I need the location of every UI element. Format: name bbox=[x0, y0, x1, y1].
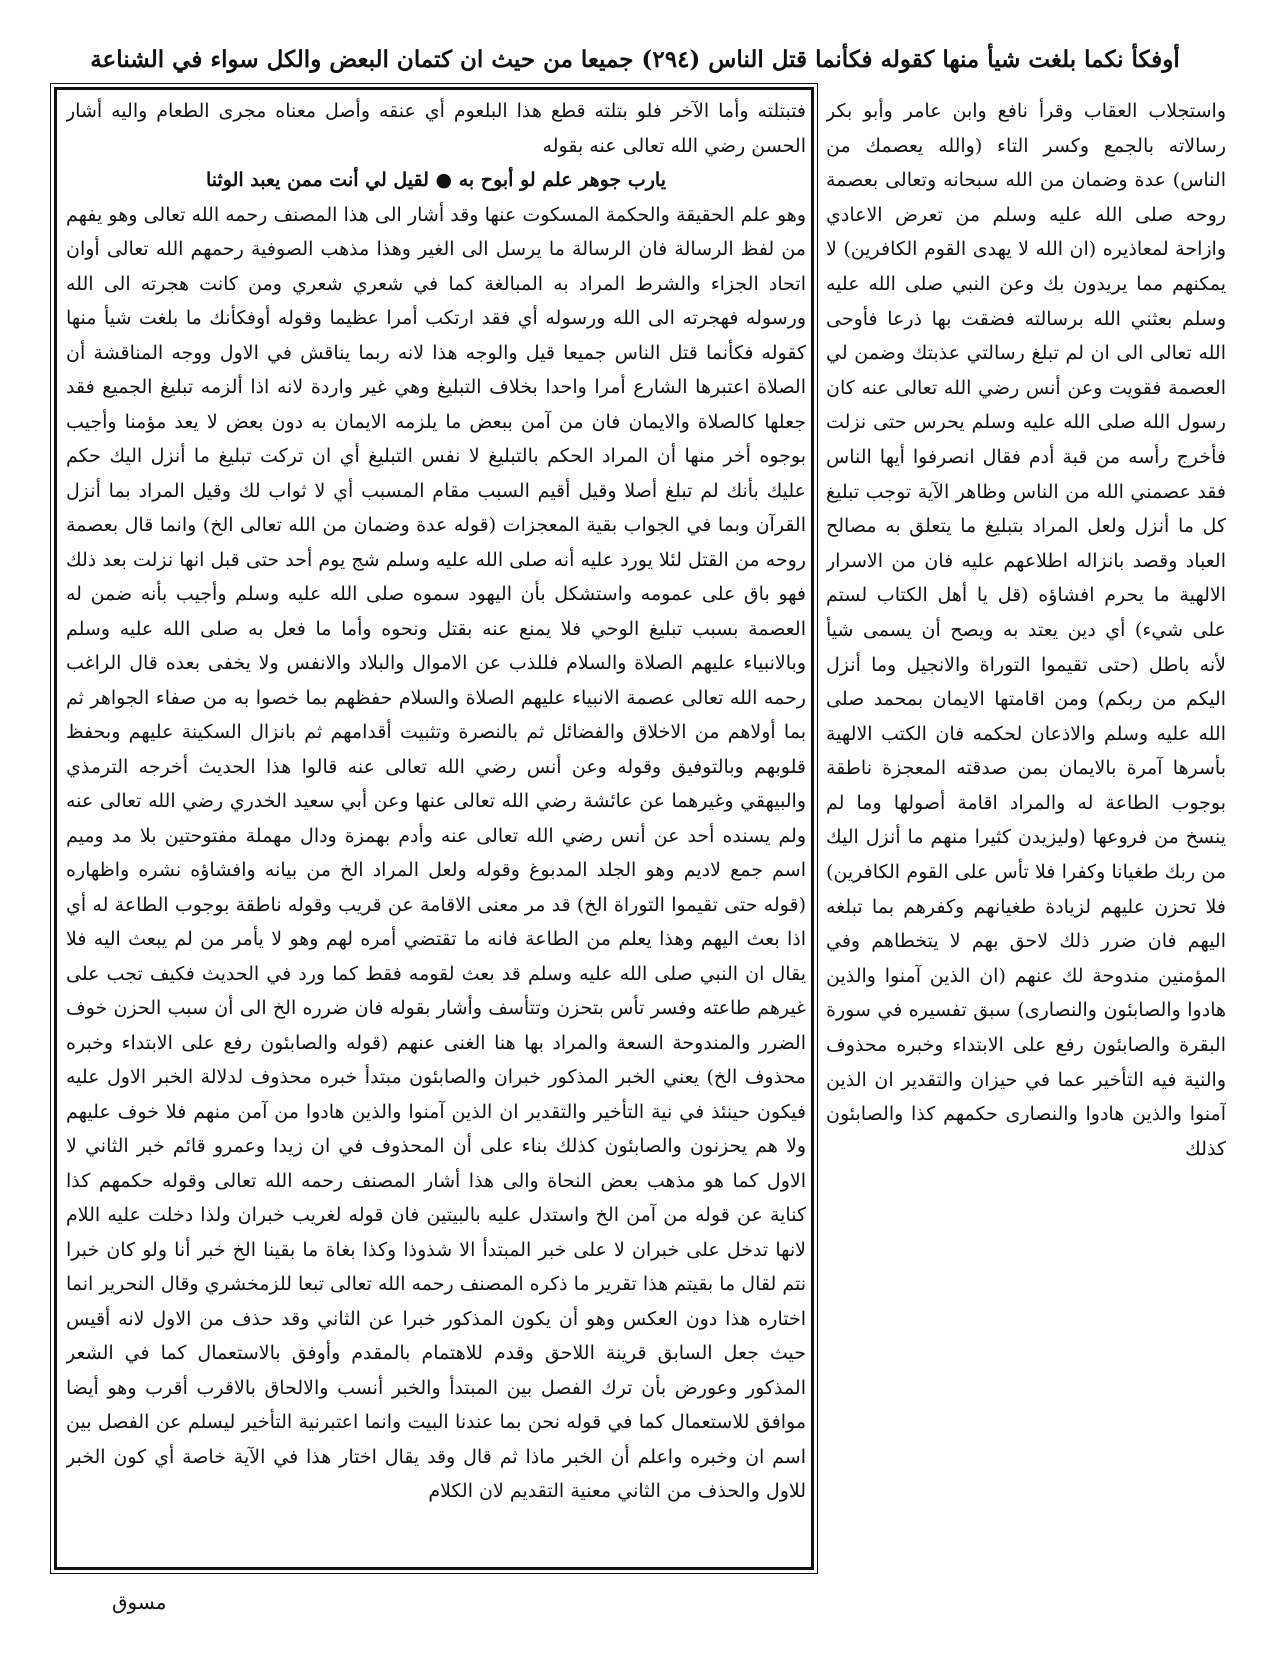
margin-paragraph: واستجلاب العقاب وقرأ نافع وابن عامر وأبو بكر رسالاته بالجمع وكسر التاء (والله يعصمك من الناس) عدة وضمان من الله سبحانه وتعالى بعصمة روحه صلى الله عليه وسلم من تعرض الاعادي وازاحة لمعاذيره (ان الله لا يهدى القوم الكافرين) لا يمكنهم مما يريدون بك وعن النبي صلى الله عليه وسلم بعثني الله برسالته فضقت بها ذرعا فأوحى الله تعالى الى ان لم تبلغ رسالتي عذبتك وضمن لي العصمة فقويت وعن أنس رضي الله تعالى عنه كان رسول الله صلى الله عليه وسلم يحرس حتى نزلت فأخرج رأسه من قبة أدم فقال انصرفوا أيها الناس فقد عصمني الله من الناس وظاهر الآية توجب تبليغ كل ما أنزل ولعل المراد بتبليغ ما يتعلق به مصالح العباد وقصد بانزاله اطلاعهم عليه فان من الاسرار الالهية ما يحرم افشاؤه (قل يا أهل الكتاب لستم على شيء) أي دين يعتد به ويصح أن يسمى شيأ لأنه باطل (حتى تقيموا التوراة والانجيل وما أنزل اليكم من ربكم) ومن اقامتها الايمان بمحمد صلى الله عليه وسلم والاذعان لحكمه فان الكتب الالهية بأسرها آمرة بالايمان بمن صدقته المعجزة ناطقة بوجوب الطاعة له والمراد اقامة أصولها وما لم ينسخ من فروعها (وليزيدن كثيرا منهم ما أنزل اليك من ربك طغيانا وكفرا فلا تأس على القوم الكافرين) فلا تحزن عليهم لزيادة طغيانهم وكفرهم بما تبلغه اليهم فان ضرر ذلك لاحق بهم لا يتخطاهم وفي المؤمنين مندوحة لك عنهم (ان الذين آمنوا والذين هادوا والصابئون والنصارى) سبق تفسيره في سورة البقرة والصابئون رفع على الابتداء وخبره محذوف والنية فيه التأخير عما في حيزان والتقدير ان الذين آمنوا والذين هادوا والنصارى حكمهم كذا والصابئون كذلك bbox=[826, 100, 1226, 1160]
page-header: أوفكأ نكما بلغت شيأ منها كقوله فكأنما قتل الناس (٢٩٤) جميعا من حيث ان كتمان البعض والكل سواء في الشناعة bbox=[90, 46, 1180, 73]
poem-verse: يارب جوهر علم لو أبوح به ● لقيل لي أنت ممن يعبد الوثنا bbox=[205, 169, 666, 191]
margin-text-block bbox=[826, 94, 1226, 1564]
commentary-block bbox=[66, 94, 806, 1564]
catchword: مسوق bbox=[112, 1590, 167, 1614]
commentary-paragraph-1: فتبتلته وأما الآخر فلو بتلته قطع هذا البلعوم أي عنقه وأصل معناه مجرى الطعام واليه أشار الحسن رضي الله تعالى عنه بقوله bbox=[66, 100, 806, 157]
commentary-paragraph-2: وهو علم الحقيقة والحكمة المسكوت عنها وقد أشار الى هذا المصنف رحمه الله تعالى وهو يفهم من لفظ الرسالة فان الرسالة ما يرسل الى الغير وهذا مذهب الصوفية رحمهم الله تعالى أوان اتحاد الجزاء والشرط المراد به المبالغة كما في شعري شعري ومن كانت هجرته الى الله ورسوله فهجرته الى الله ورسوله أي فقد ارتكب أمرا عظيما وقوله أوفكأنك ما بلغت شيأ منها كقوله فكأنما قتل الناس جميعا قيل والوجه هذا لانه ربما يناقش في الاول ووجه المناقشة أن الصلاة اعتبرها الشارع أمرا واحدا بخلاف التبليغ وهي غير واردة لانه اذا ألزمه تبليغ الجميع فقد جعلها كالصلاة والايمان فان من آمن ببعض ما يلزمه الايمان به دون بعض لا يعد مؤمنا وأجيب بوجوه أخر منها أن المراد الحكم بالتبليغ لا نفس التبليغ أي ان تركت تبليغ ما أنزل اليك حكم عليك بأنك لم تبلغ أصلا وقيل أقيم السبب مقام المسبب أي لا ثواب لك وقيل المراد بما أنزل القرآن وبما في الجواب بقية المعجزات (قوله عدة وضمان من الله تعالى الخ) وانما قال بعصمة روحه من القتل لئلا يورد عليه أنه صلى الله عليه وسلم شج يوم أحد حتى قبل انها نزلت بعد ذلك فهو باق على عمومه واستشكل بأن اليهود سموه صلى الله عليه وسلم وأجيب بأنه ضمن له العصمة بسبب تبليغ الوحي فلا يمنع عنه بقتل ونحوه وأما ما فعل به صلى الله عليه وسلم وبالانبياء عليهم الصلاة والسلام فللذب عن الاموال والبلاد والانفس ولا يخفى بعده قال الراغب رحمه الله تعالى عصمة الانبياء عليهم الصلاة والسلام حفظهم بما خصوا به من صفاء الجواهر ثم بما أولاهم من الاخلاق والفضائل ثم بالنصرة وتثبيت أقدامهم ثم بانزال السكينة عليهم وبحفظ قلوبهم وبالتوفيق وقوله وعن أنس رضي الله تعالى عنه قالوا هذا الحديث أخرجه الترمذي والبيهقي وغيرهما عن عائشة رضي الله تعالى عنها وعن أبي سعيد الخدري رضي الله تعالى عنه ولم يسنده أحد عن أنس رضي الله تعالى عنه وأدم بهمزة ودال مهملة مفتوحتين بلا مد وميم اسم جمع لاديم وهو الجلد المدبوغ وقوله ولعل المراد الخ من بيانه وافشاؤه نشره واظهاره (قوله حتى تقيموا التوراة الخ) قد مر معنى الاقامة عن قريب وقوله ناطقة بوجوب الطاعة له أي اذا بعث اليهم وهذا يعلم من الطاعة فانه ما تقتضي أمره لهم وهو لا يأمر من لم يبعث اليه فلا يقال ان النبي صلى الله عليه وسلم قد بعث لقومه فقط كما ورد في الحديث فكيف تجب على غيرهم طاعته وفسر تأس بتحزن وتتأسف وأشار بقوله فان ضرره الخ الى أن سبب الحزن خوف الضرر والمندوحة السعة والمراد بها هنا الغنى عنهم (قوله والصابئون رفع على الابتداء وخبره محذوف الخ) يعني الخبر المذكور خبران والصابئون مبتدأ خبره محذوف لدلالة الخبر الاول عليه فيكون حينئذ في نية التأخير والتقدير ان الذين آمنوا والذين هادوا من آمن منهم فلا خوف عليهم ولا هم يحزنون والصابئون كذلك بناء على أن المحذوف في ان زيدا وعمرو قائم خبر الثاني لا الاول كما هو مذهب بعض النحاة والى هذا أشار المصنف رحمه الله تعالى وقوله حكمهم كذا كناية عن قوله من آمن الخ واستدل عليه بالبيتين فان قوله لغريب خبران ولذا دخلت عليه اللام لانها تدخل على خبران لا على خبر المبتدأ الا شذوذا وكذا بغاة ما بقينا الخ خبر أنا ولو كان خبرا نتم لقال ما بقيتم هذا تقرير ما ذكره المصنف رحمه الله تعالى تبعا للزمخشري وقال النحرير انما اختاره هذا دون العكس وهو أن يكون المذكور خبرا عن الثاني وقد حذف من الاول لانه أقيس حيث جعل السابق قرينة اللاحق وقدم للاهتمام بالمقدم وأوفق بالاستعمال كما في الشعر المذكور وعورض بأن ترك الفصل بين المبتدأ والخبر أنسب والالحاق بالاقرب أقرب وهو أيضا موافق للاستعمال كما في قوله نحن بما عندنا البيت وانما اعتبرنية التأخير ليسلم عن الفصل بين اسم ان وخبره واعلم أن الخبر ماذا ثم قال وقد يقال اختار هذا في الآية خاصة أي كون الخبر للاول والحذف من الثاني معنية التقديم لان الكلام bbox=[66, 203, 806, 1502]
